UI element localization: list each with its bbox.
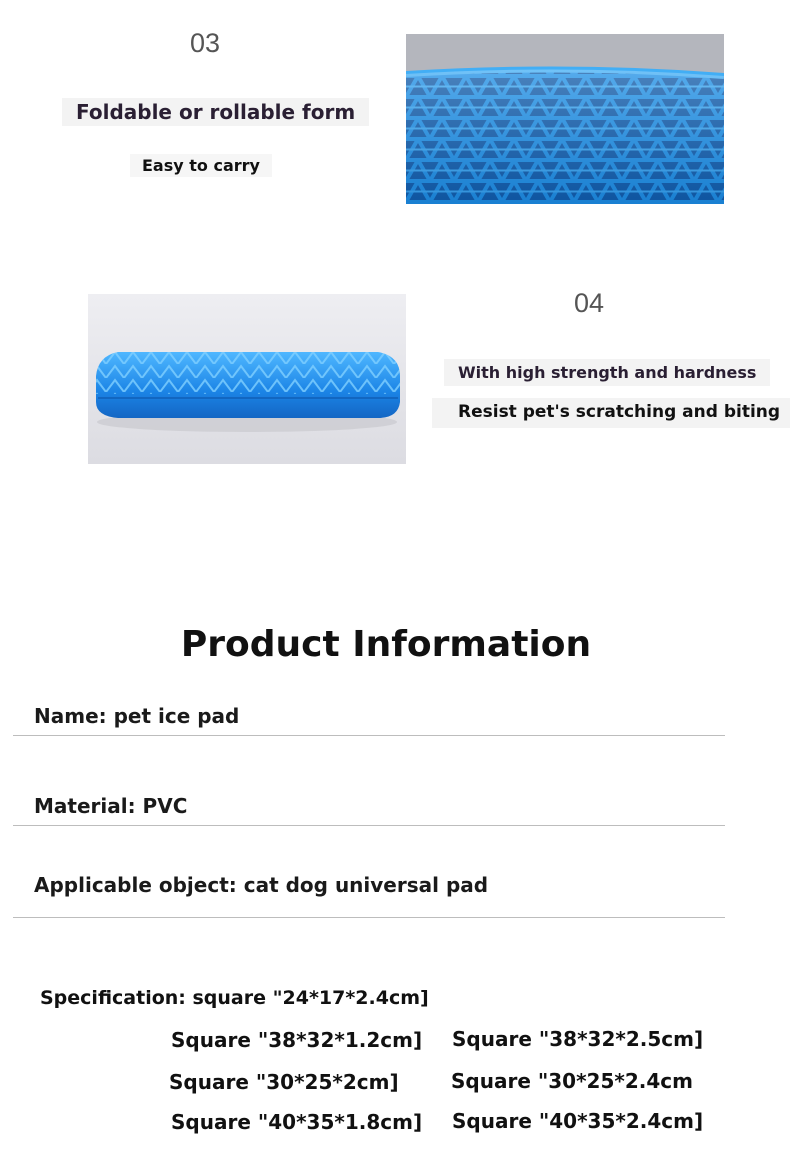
feature-sub-carry: Easy to carry bbox=[130, 154, 272, 177]
size-option: Square "38*32*1.2cm] bbox=[171, 1028, 423, 1052]
divider bbox=[13, 917, 725, 918]
info-applicable: Applicable object: cat dog universal pad bbox=[34, 873, 489, 897]
feature-headline-strength: With high strength and hardness bbox=[444, 359, 770, 386]
size-option: Square "30*25*2cm] bbox=[169, 1070, 399, 1094]
feature-sub-scratch: Resist pet's scratching and biting bbox=[432, 398, 790, 428]
divider bbox=[13, 825, 725, 826]
feature-headline-foldable: Foldable or rollable form bbox=[62, 98, 369, 126]
info-specification: Specification: square "24*17*2.4cm] bbox=[40, 987, 429, 1009]
size-option: Square "38*32*2.5cm] bbox=[452, 1027, 704, 1051]
size-option: Square "40*35*2.4cm] bbox=[452, 1109, 704, 1133]
size-option: Square "40*35*1.8cm] bbox=[171, 1110, 423, 1134]
feature-number-04: 04 bbox=[574, 288, 605, 318]
size-option: Square "30*25*2.4cm bbox=[451, 1069, 693, 1093]
gel-pad-photo bbox=[88, 294, 406, 464]
divider bbox=[13, 735, 725, 736]
info-material: Material: PVC bbox=[34, 794, 188, 818]
feature-number-03: 03 bbox=[190, 28, 221, 58]
info-name: Name: pet ice pad bbox=[34, 704, 240, 728]
gel-net-photo bbox=[406, 34, 724, 204]
product-info-title: Product Information bbox=[180, 624, 592, 665]
